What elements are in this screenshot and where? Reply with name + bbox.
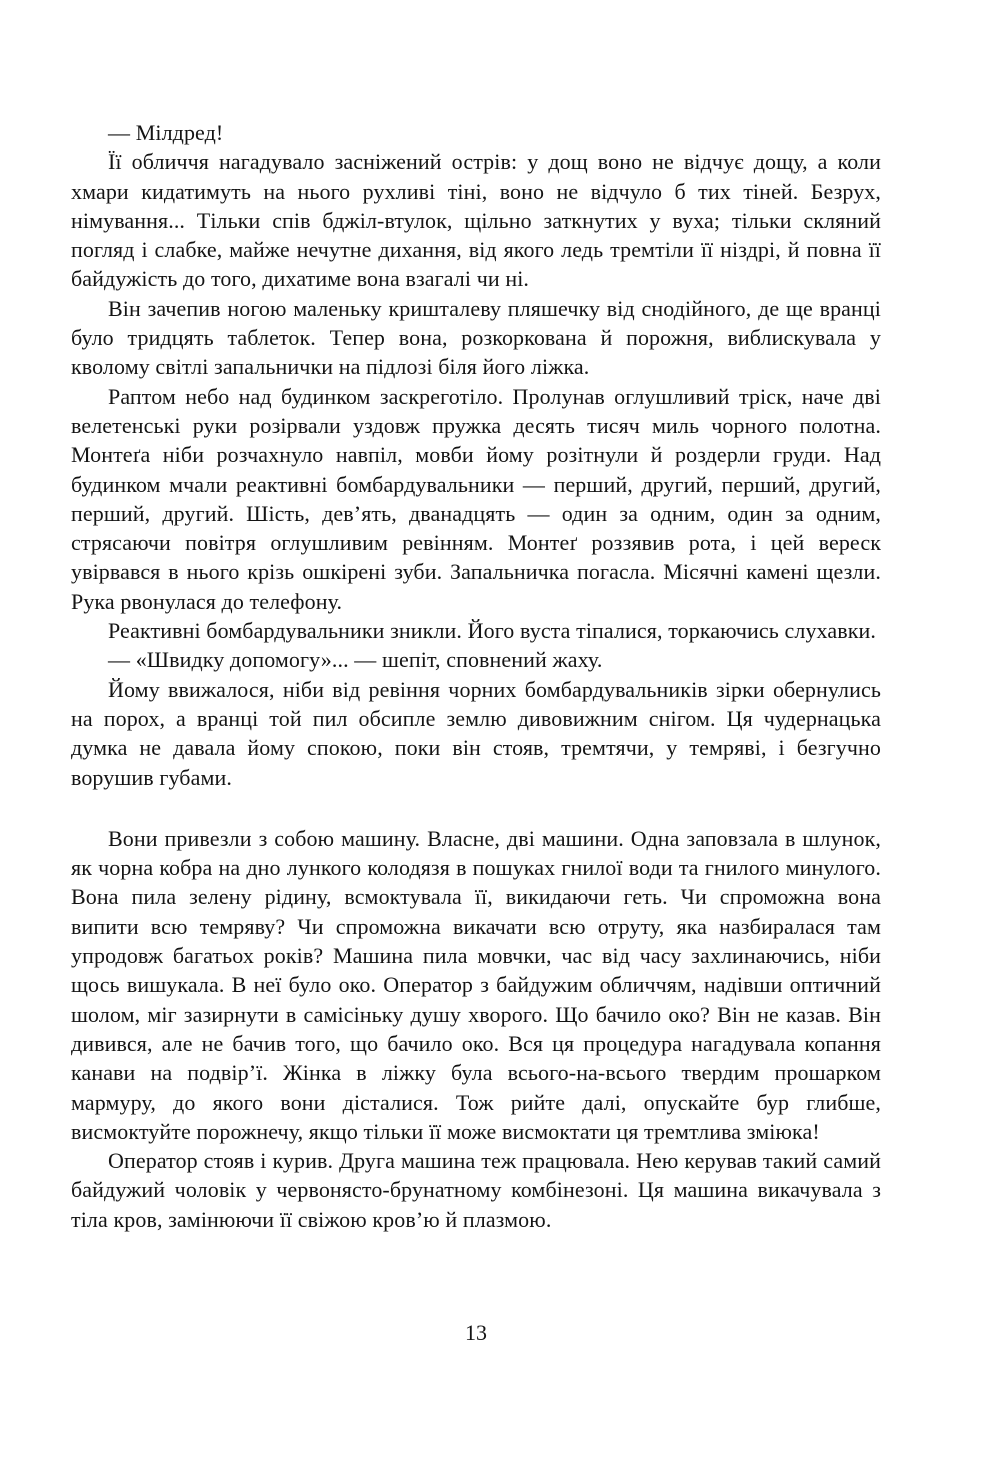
dialogue-paragraph: — «Швидку допомогу»... — шепіт, сповнений жаху. [108, 647, 603, 673]
body-paragraph: Оператор стояв і курив. Друга машина теж працювала. Нею керував такий самий байдужий чоловік у червонясто-брунатному комбінезоні. Ця машина викачувала з тіла кров, замінюючи її свіжою кров’ю й плазмою. [71, 1148, 881, 1232]
section-start-paragraph: Вони привезли з собою машину. Власне, дві машини. Одна заповзала в шлунок, як чорна кобра на дно лункого колодязя в пошуках гнилої води та гнилого минулого. Вона пила зелену рідину, всмоктувала її, викидаючи геть. Чи спроможна вона випити всю темряву? Чи спроможна викачати всю отруту, яка назбиралася там упродовж багатьох років? Машина пила мовчки, час від часу захлинаючись, ніби щось вишукала. В неї було око. Оператор з байдужим обличчям, надівши оптичний шолом, міг зазирнути в самісіньку душу хворого. Що бачило око? Він не казав. Він дивився, але не бачив того, що бачило око. Вся ця процедура нагадувала копання канави на подвір’ї. Жінка в ліжку була всього-на-всього твердим прошарком мармуру, до якого вони дісталися. Тож рийте далі, опускайте бур глибше, висмоктуйте порожнечу, якщо тільки її може висмоктати ця тремтлива зміюка! [71, 825, 881, 1144]
body-paragraph: Її обличчя нагадувало засніжений острів: у дощ воно не відчує дощу, а коли хмари кидатимуть на нього рухливі тіні, воно не відчуло б тих тіней. Безрух, німування... Тільки спів бджіл-втулок, щільно заткнутих у вуха; тільки скляний погляд і слабке, майже нечутне дихання, від якого ледь тремтіли її ніздрі, й повна її байдужість до того, дихатиме вона взагалі чи ні. [71, 149, 881, 292]
body-paragraph: Йому ввижалося, ніби від ревіння чорних бомбардувальників зірки обернулись на порох, а вранці той пил обсипле землю дивовижним снігом. Ця чудернацька думка не давала йому спокою, поки він стояв, тремтячи, у темряві, і безгучно ворушив губами. [71, 676, 881, 790]
body-paragraph: Реактивні бомбардувальники зникли. Його вуста тіпалися, торкаючись слухавки. [108, 618, 876, 644]
body-paragraph: Він зачепив ногою маленьку кришталеву пляшечку від снодійного, де ще вранці було тридцять таблеток. Тепер вона, розкоркована й порожня, виблискувала у кволому світлі запальнички на підлозі біля його ліжка. [71, 295, 881, 380]
text-block [71, 118, 881, 1234]
body-paragraph: Раптом небо над будинком заскреготіло. Пролунав оглушливий тріск, наче дві велетенські руки розірвали уздовж пружка десять тисяч миль чорного полотна. Монтеґа ніби розчахнуло навпіл, мовби йому розітнули й роздерли груди. Над будинком мчали реактивні бомбардувальники — перший, другий, перший, другий, перший, другий. Шість, дев’ять, дванадцять — один за одним, один за одним, стрясаючи повітря оглушливим ревінням. Монтеґ роззявив рота, і цей вереск увірвався в нього крізь ошкірені зуби. Запальничка погасла. Місячні камені щезли. Рука рвонулася до телефону. [71, 383, 881, 614]
page-number: 13 [465, 1320, 487, 1345]
dialogue-paragraph: — Мілдред! [108, 120, 224, 145]
